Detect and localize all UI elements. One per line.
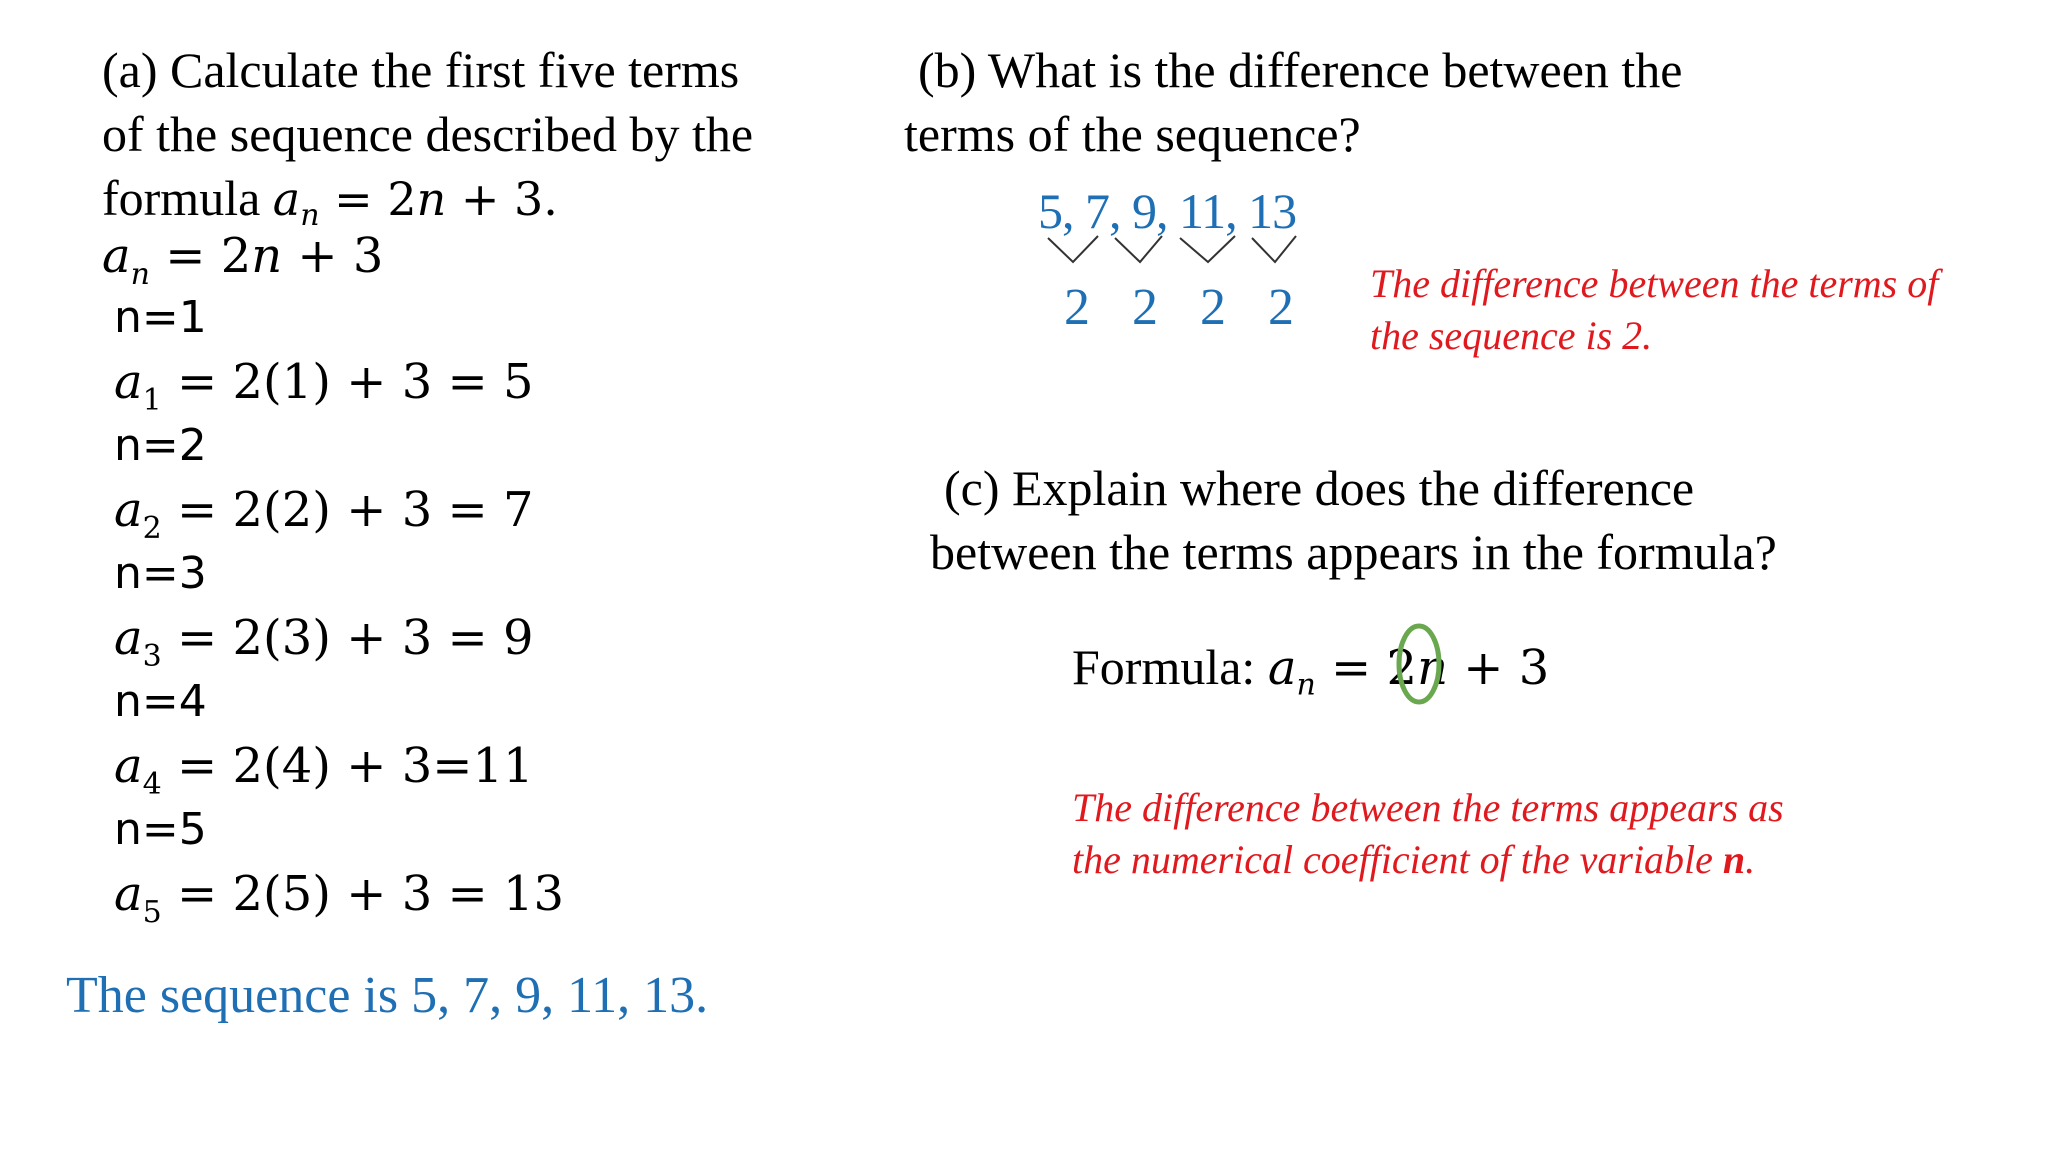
difference-value: 2 (1132, 279, 1158, 336)
step-equation: $a_4 = 2(4) + 3=11$ (114, 738, 534, 802)
part-b-question-line-1: (b) What is the difference between the (918, 42, 1683, 98)
coefficient-two: 2 (1386, 640, 1418, 696)
step-equation: $a_2 = 2(2) + 3 = 7$ (114, 482, 534, 546)
green-circle (1399, 626, 1439, 702)
difference-value: 2 (1268, 279, 1294, 336)
part-c-question-line-1: (c) Explain where does the difference (944, 460, 1695, 516)
part-c-answer (1072, 782, 1784, 886)
part-c-formula: Formula: $a_n = 2n + 3$ (1072, 639, 1550, 703)
part-c-question-line-2: between the terms appears in the formula? (930, 524, 1777, 580)
n-label: n=5 (114, 804, 207, 855)
difference-value: 2 (1200, 279, 1226, 336)
part-a-question-line-2: of the sequence described by the (102, 106, 754, 162)
n-label: n=3 (114, 548, 207, 599)
part-c-answer-line-1: The difference between the terms appears as (1072, 785, 1784, 830)
part-a-question-line-1: (a) Calculate the first five terms (102, 42, 740, 98)
step-equation: $a_5 = 2(5) + 3 = 13$ (114, 866, 565, 930)
step-equation: $a_3 = 2(3) + 3 = 9$ (114, 610, 534, 674)
n-label: n=2 (114, 420, 207, 471)
formula-inline: $a_n = 2n + 3$. (272, 172, 558, 234)
part-b-answer-line-1: The difference between the terms of (1370, 261, 1939, 306)
formula-label: Formula: (1072, 639, 1268, 695)
n-label: n=4 (114, 676, 207, 727)
sequence-conclusion: The sequence is 5, 7, 9, 11, 13. (66, 967, 709, 1024)
part-c-answer-line-2: the numerical coefficient of the variable n. (1072, 837, 1756, 882)
part-b-answer-line-2: the sequence is 2. (1370, 313, 1653, 358)
step-equation: $a_1 = 2(1) + 3 = 5$ (114, 354, 534, 418)
formula-line: $a_n = 2n + 3$ (102, 228, 384, 292)
part-a-question-line-3: formula $a_n = 2n + 3$. (102, 170, 558, 234)
difference-value: 2 (1064, 279, 1090, 336)
n-label: n=1 (114, 292, 207, 343)
part-b-question-line-2: terms of the sequence? (904, 106, 1361, 162)
variable-n: n (1722, 837, 1746, 882)
sequence-terms: 5, 7, 9, 11, 13 (1038, 183, 1297, 239)
